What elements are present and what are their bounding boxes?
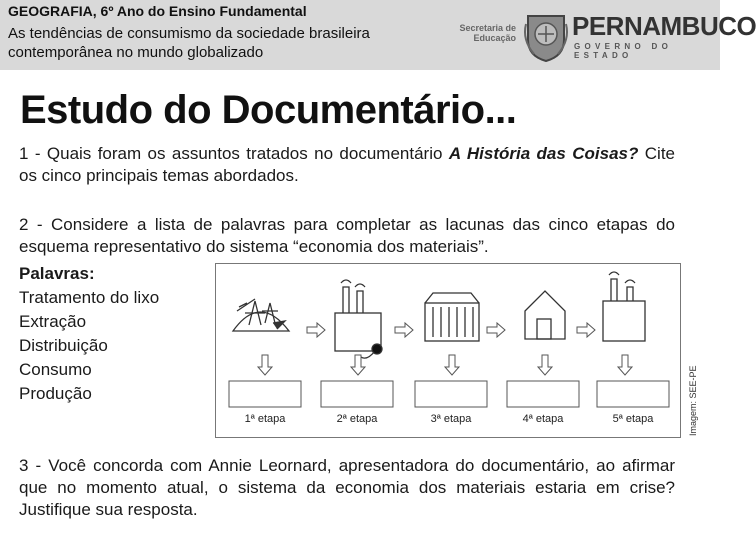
- course-line: GEOGRAFIA, 6º Ano do Ensino Fundamental: [8, 3, 307, 19]
- word-item: Tratamento do lixo: [19, 288, 160, 307]
- stage-label: 5ª etapa: [612, 413, 654, 425]
- word-item: Extração: [19, 312, 87, 331]
- page-title: Estudo do Documentário...: [20, 88, 517, 132]
- stage-label: 2ª etapa: [336, 413, 378, 425]
- stage-label: 4ª etapa: [522, 413, 564, 425]
- brand-subtitle: GOVERNO DO ESTADO: [574, 42, 673, 60]
- word-item: Distribuição: [19, 336, 108, 355]
- question-2: 2 - Considere a lista de palavras para completar as lacunas das cinco etapas do esquema representativo do sistema “economia dos materiais”.: [19, 215, 675, 256]
- header-banner: [0, 0, 756, 70]
- image-credit: Imagem: SEE-PE: [688, 365, 698, 436]
- stage-label: 1ª etapa: [244, 413, 286, 425]
- answer-boxes: [229, 381, 669, 407]
- secretaria-label: Secretaria de Educação: [459, 23, 516, 43]
- word-list-label: Palavras:: [19, 264, 95, 283]
- stage-label: 3ª etapa: [430, 413, 472, 425]
- word-item: Produção: [19, 384, 92, 403]
- materials-economy-diagram: [215, 263, 681, 438]
- question-1: [19, 143, 675, 187]
- question-1-tail: Cite os cinco principais temas abordados.: [19, 144, 675, 185]
- question-1-lead: 1 - Quais foram os assuntos tratados no documentário: [19, 144, 449, 163]
- state-crest-icon: [524, 10, 568, 62]
- question-3: 3 - Você concorda com Annie Leornard, apresentadora do documentário, ao afirmar que no momento atual, o sistema da economia dos materiais estaria em crise? Justifique sua resposta.: [19, 456, 675, 519]
- topic-line: As tendências de consumismo da sociedade brasileira contemporânea no mundo globalizado: [8, 25, 370, 61]
- film-title: A História das Coisas?: [448, 144, 639, 163]
- brand-name: PERNAMBUCO: [572, 11, 756, 41]
- word-list: [19, 262, 159, 406]
- word-item: Consumo: [19, 360, 92, 379]
